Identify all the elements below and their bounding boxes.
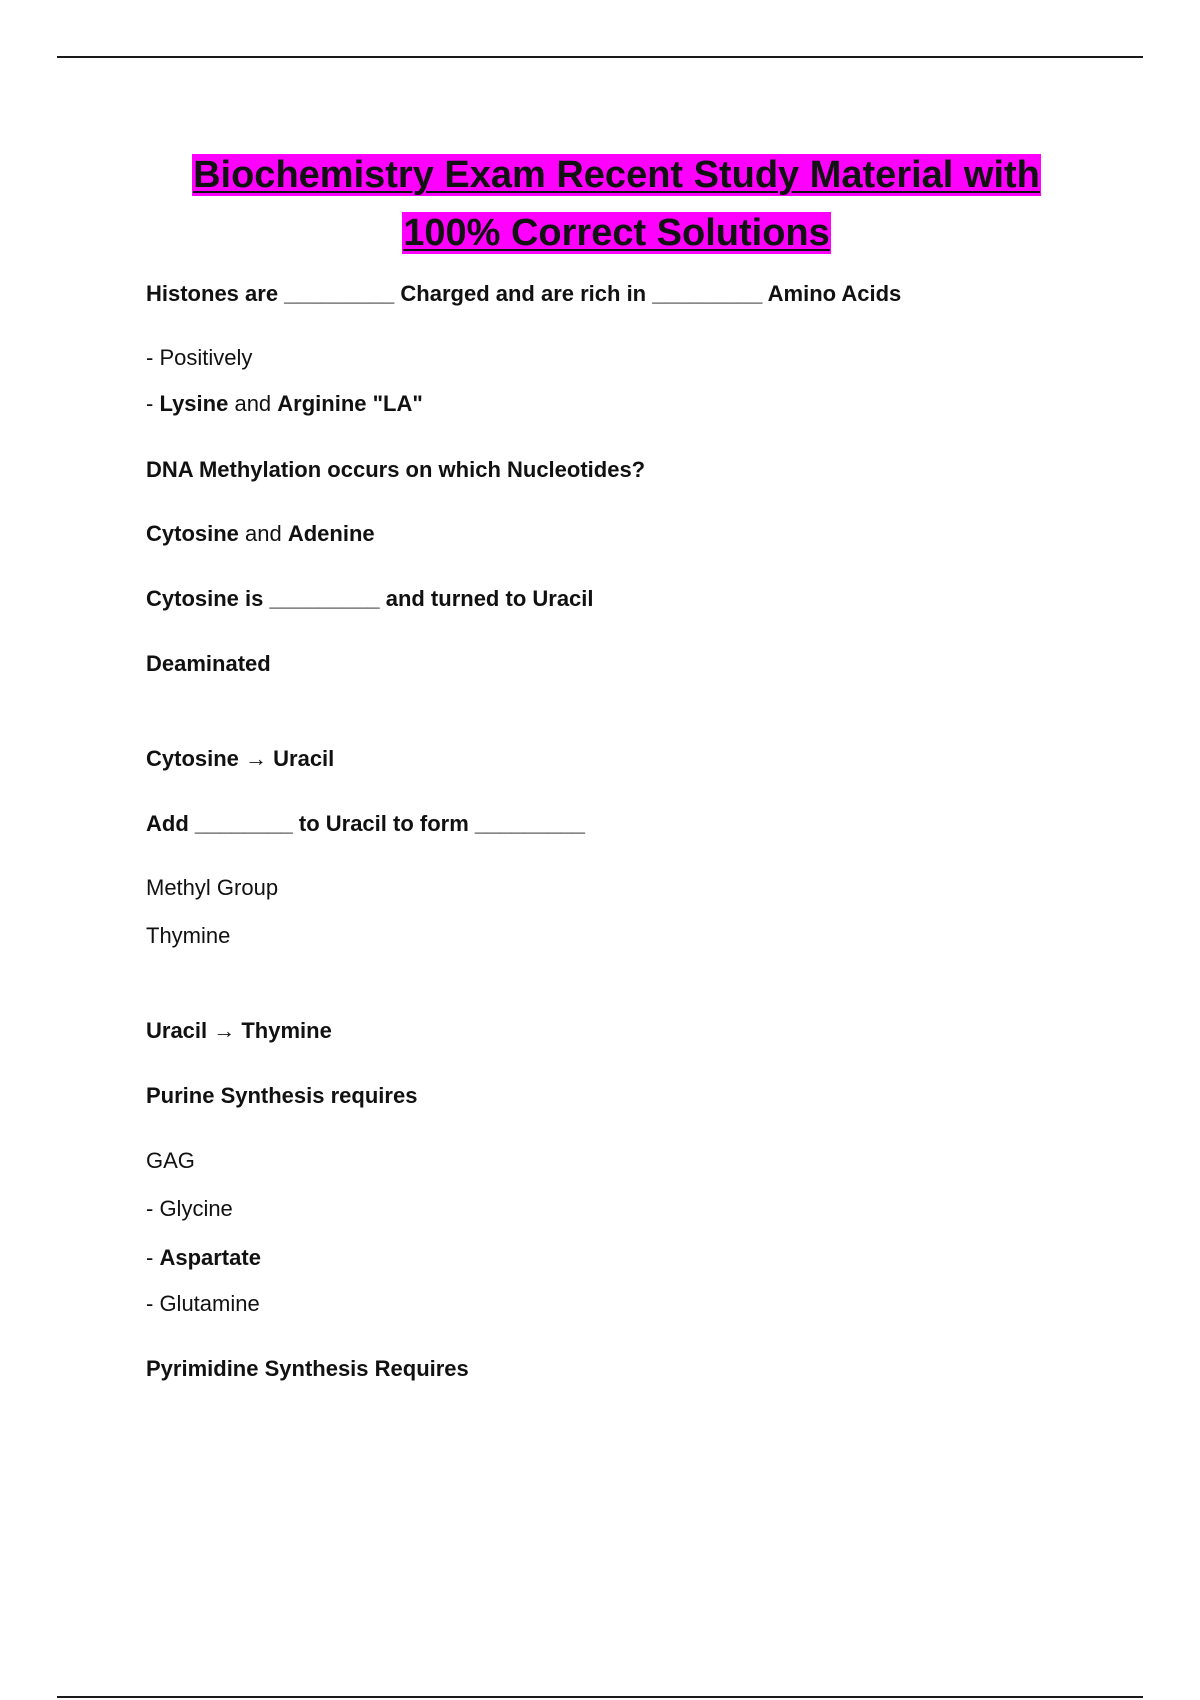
answer-glutamine: - Glutamine bbox=[146, 1291, 260, 1316]
question-add-to-uracil: Add ________ to Uracil to form _________ bbox=[146, 811, 586, 836]
top-rule bbox=[57, 56, 1143, 58]
answer-aspartate bbox=[146, 1244, 261, 1272]
answer-aspartate-label: Aspartate bbox=[159, 1245, 261, 1270]
question-cytosine: Cytosine is _________ and turned to Uracil bbox=[146, 586, 594, 611]
answer-thymine: Thymine bbox=[146, 923, 231, 948]
answer-and: and bbox=[228, 391, 278, 416]
document-title bbox=[100, 146, 1133, 262]
answer-dash: - bbox=[146, 1245, 160, 1270]
answer-adenine: Adenine bbox=[287, 521, 375, 546]
title-line-1: Biochemistry Exam Recent Study Material with bbox=[193, 154, 1040, 196]
bottom-rule bbox=[57, 1696, 1143, 1698]
answer-positively: - Positively bbox=[146, 345, 253, 370]
answer-dash: - bbox=[146, 391, 160, 416]
note-cytosine-uracil: Cytosine → Uracil bbox=[146, 746, 335, 771]
answer-glycine: - Glycine bbox=[146, 1196, 233, 1221]
title-line-2: 100% Correct Solutions bbox=[403, 212, 830, 254]
answer-lysine: Lysine bbox=[159, 391, 229, 416]
answer-cytosine-adenine bbox=[146, 520, 375, 548]
question-dna-methylation: DNA Methylation occurs on which Nucleotides? bbox=[146, 457, 646, 482]
question-histones: Histones are _________ Charged and are rich in _________ Amino Acids bbox=[146, 281, 902, 306]
answer-deaminated: Deaminated bbox=[146, 651, 271, 676]
answer-lysine-arginine bbox=[146, 390, 423, 418]
answer-and: and bbox=[238, 521, 288, 546]
note-uracil-thymine: Uracil → Thymine bbox=[146, 1018, 332, 1043]
answer-arginine: Arginine "LA" bbox=[277, 391, 423, 416]
answer-methyl-group: Methyl Group bbox=[146, 875, 279, 900]
answer-gag: GAG bbox=[146, 1148, 195, 1173]
answer-cytosine: Cytosine bbox=[146, 521, 239, 546]
question-pyrimidine-synthesis: Pyrimidine Synthesis Requires bbox=[146, 1356, 469, 1381]
question-purine-synthesis: Purine Synthesis requires bbox=[146, 1083, 418, 1108]
